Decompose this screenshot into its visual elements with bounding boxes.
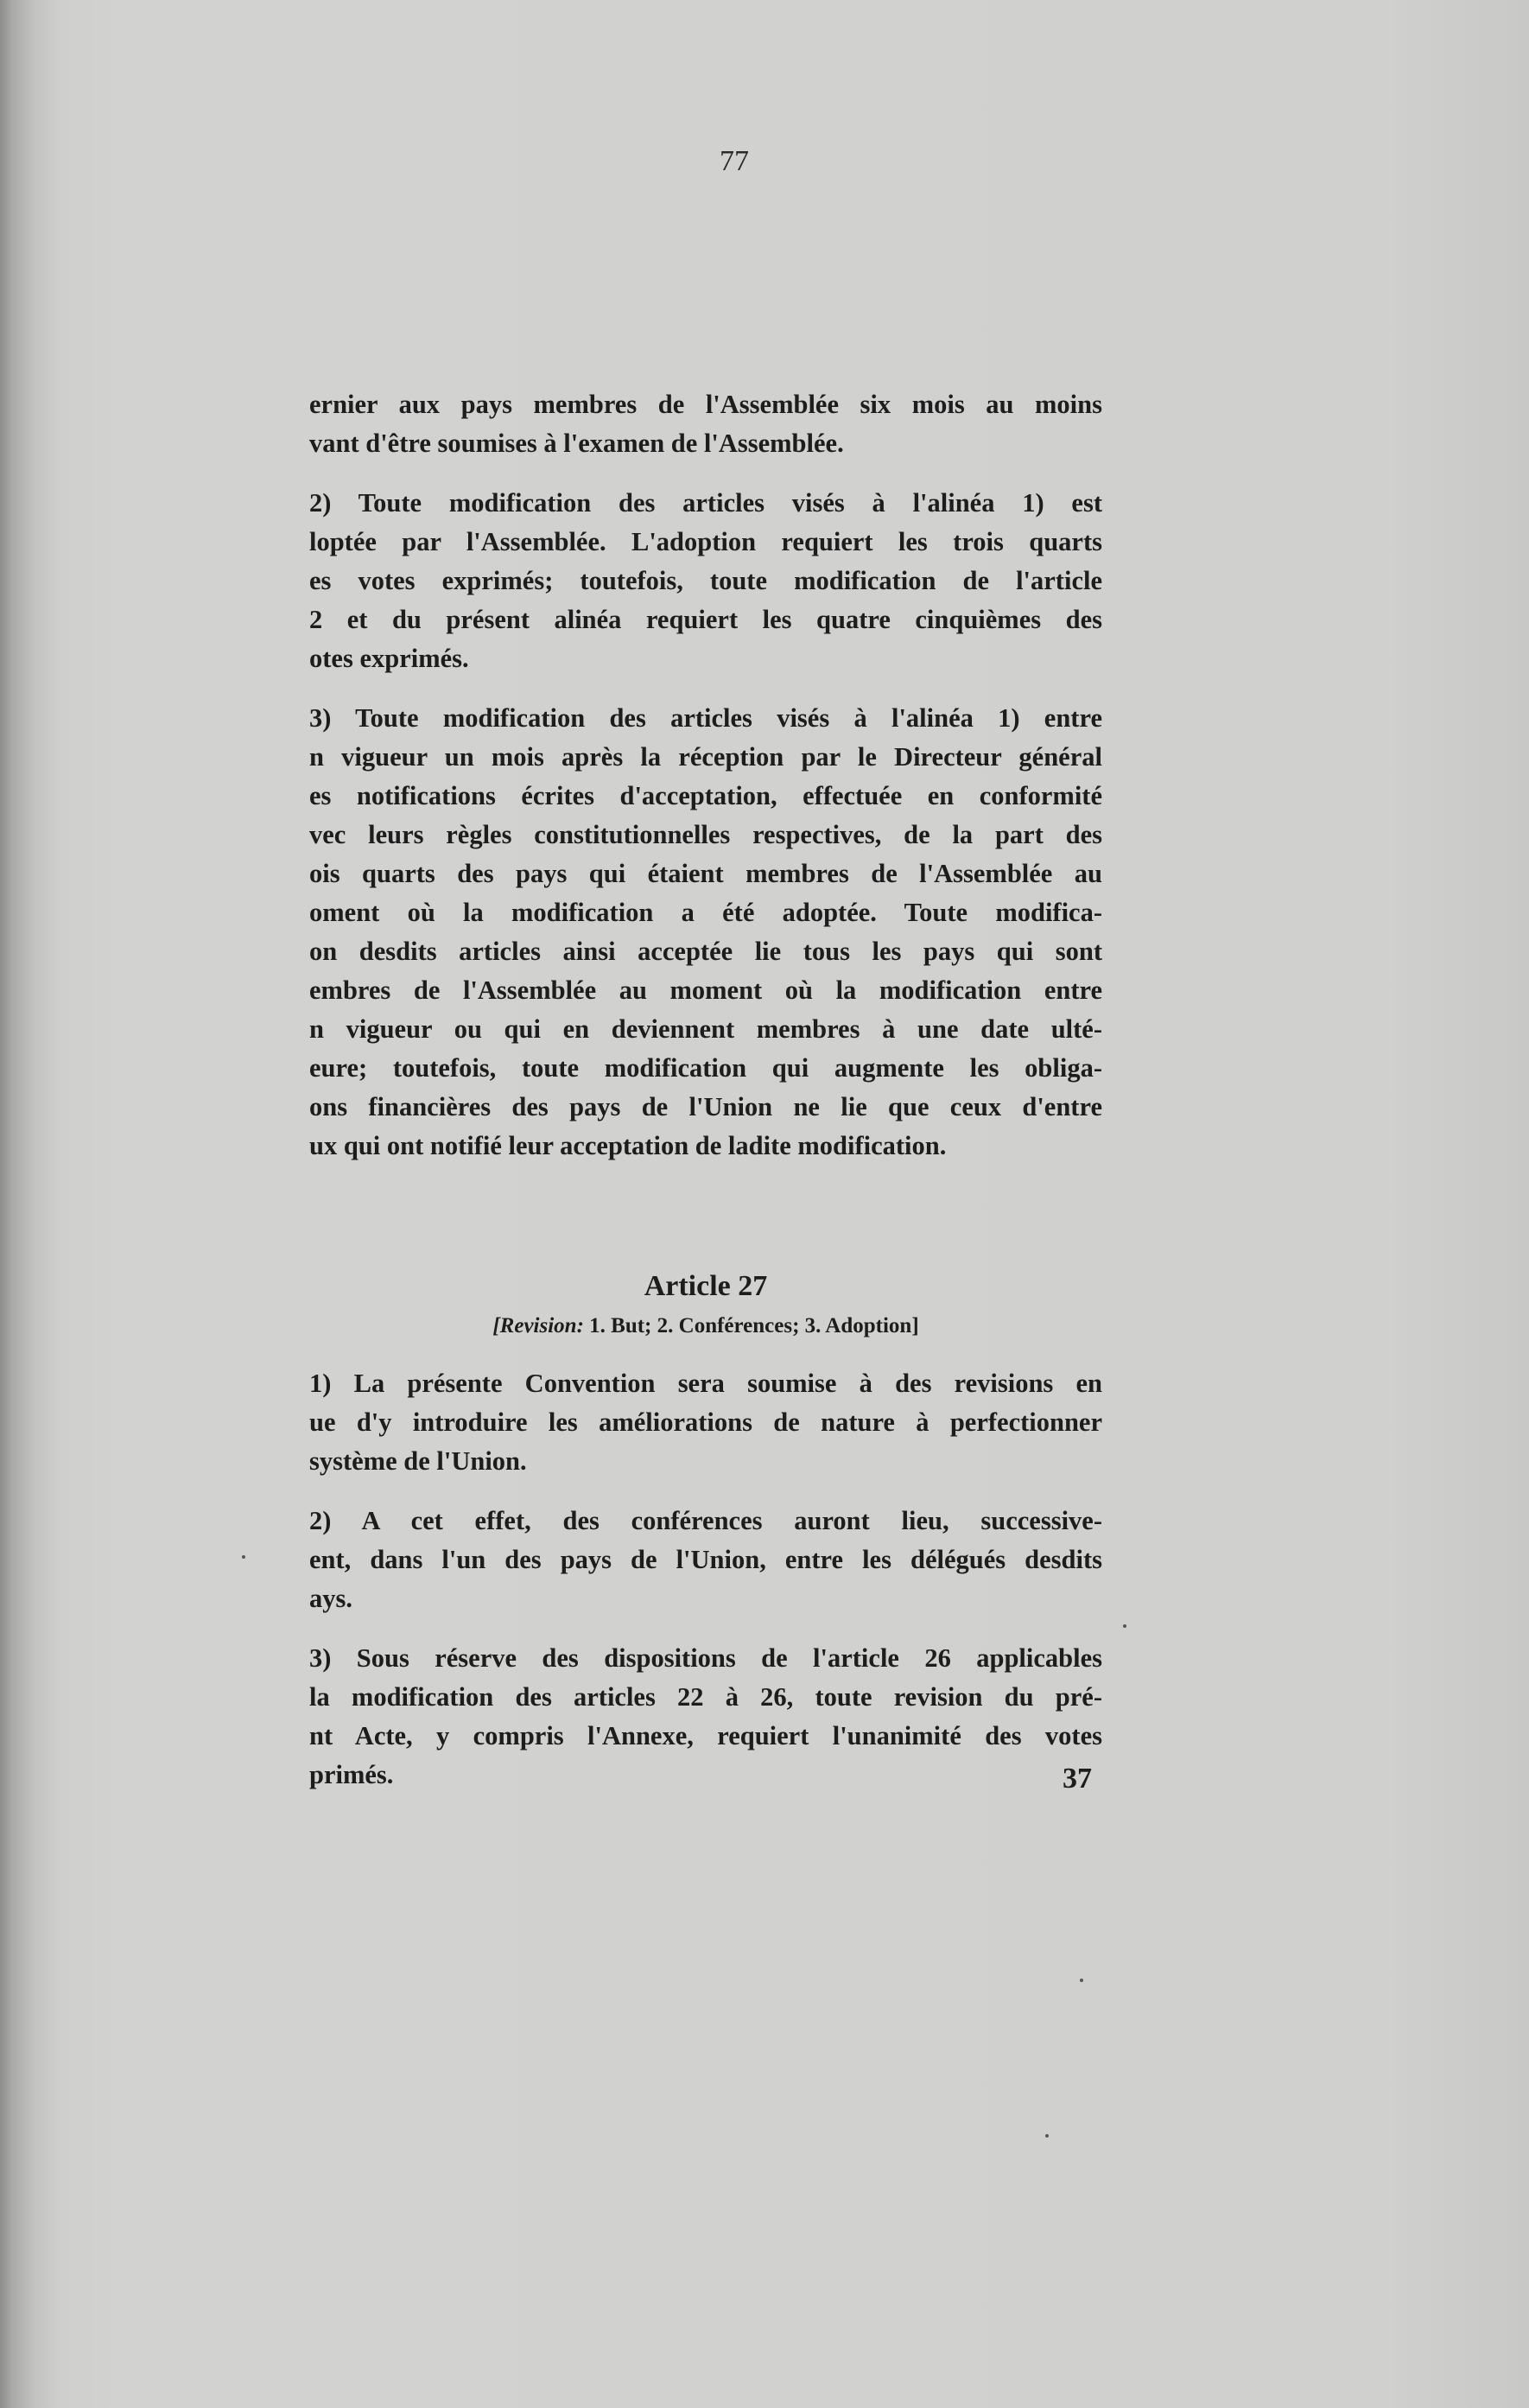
text-line: otes exprimés. [309,644,469,673]
text-line: loptée par l'Assemblée. L'adoption requiert les trois quarts [309,527,1102,556]
article-subtitle [309,1309,1102,1344]
scan-speck [1080,1979,1083,1982]
article-subtitle-rest: 1. But; 2. Conférences; 3. Adoption] [583,1314,919,1337]
text-line: vant d'être soumises à l'examen de l'Assemblée. [309,429,844,458]
body-text [309,385,1102,1795]
text-line: embres de l'Assemblée au moment où la modification entre [309,975,1102,1005]
text-line: 1) La présente Convention sera soumise à des revisions en [309,1369,1102,1398]
text-line: oment où la modification a été adoptée. Toute modifica- [309,898,1102,927]
text-line: ois quarts des pays qui étaient membres de l'Assemblée au [309,859,1102,888]
article-subtitle-italic: [Revision: [492,1314,584,1337]
text-line: eure; toutefois, toute modification qui augmente les obliga- [309,1053,1102,1083]
text-line: ays. [309,1584,352,1613]
scan-speck [242,1555,245,1559]
text-line: ent, dans l'un des pays de l'Union, entre les délégués desdits [309,1545,1102,1574]
text-line: n vigueur ou qui en deviennent membres à une date ulté- [309,1014,1102,1044]
text-line: es notifications écrites d'acceptation, effectuée en conformité [309,781,1102,810]
scan-speck [1045,2134,1049,2138]
article-title: Article 27 [644,1270,768,1302]
text-line: 3) Sous réserve des dispositions de l'article 26 applicables [309,1643,1102,1673]
page-number-bottom: 37 [1063,1763,1092,1795]
text-line: n vigueur un mois après la réception par le Directeur général [309,742,1102,772]
text-line: 2 et du présent alinéa requiert les quatre cinquièmes des [309,605,1102,634]
text-line: ons financières des pays de l'Union ne lie que ceux d'entre [309,1092,1102,1121]
text-line: ux qui ont notifié leur acceptation de ladite modification. [309,1131,947,1160]
paragraph [309,1502,1102,1618]
text-line: la modification des articles 22 à 26, toute revision du pré- [309,1682,1102,1712]
paragraph [309,1639,1102,1795]
paragraph [309,484,1102,678]
text-line: 2) Toute modification des articles visés à l'alinéa 1) est [309,488,1102,518]
text-line: on desdits articles ainsi acceptée lie tous les pays qui sont [309,937,1102,966]
text-line: vec leurs règles constitutionnelles respectives, de la part des [309,820,1102,849]
page-number-top: 77 [720,145,749,177]
text-line: système de l'Union. [309,1446,527,1476]
text-line: ernier aux pays membres de l'Assemblée six mois au moins [309,390,1102,419]
scan-speck [1123,1624,1126,1628]
text-line: primés. [309,1760,394,1789]
paragraph [309,699,1102,1166]
text-line: 2) A cet effet, des conférences auront lieu, successive- [309,1506,1102,1535]
text-line: nt Acte, y compris l'Annexe, requiert l'unanimité des votes [309,1721,1102,1750]
paragraph [309,385,1102,463]
paragraph [309,1364,1102,1481]
text-line: ue d'y introduire les améliorations de nature à perfectionner [309,1407,1102,1437]
text-line: 3) Toute modification des articles visés à l'alinéa 1) entre [309,703,1102,733]
text-line: es votes exprimés; toutefois, toute modification de l'article [309,566,1102,595]
